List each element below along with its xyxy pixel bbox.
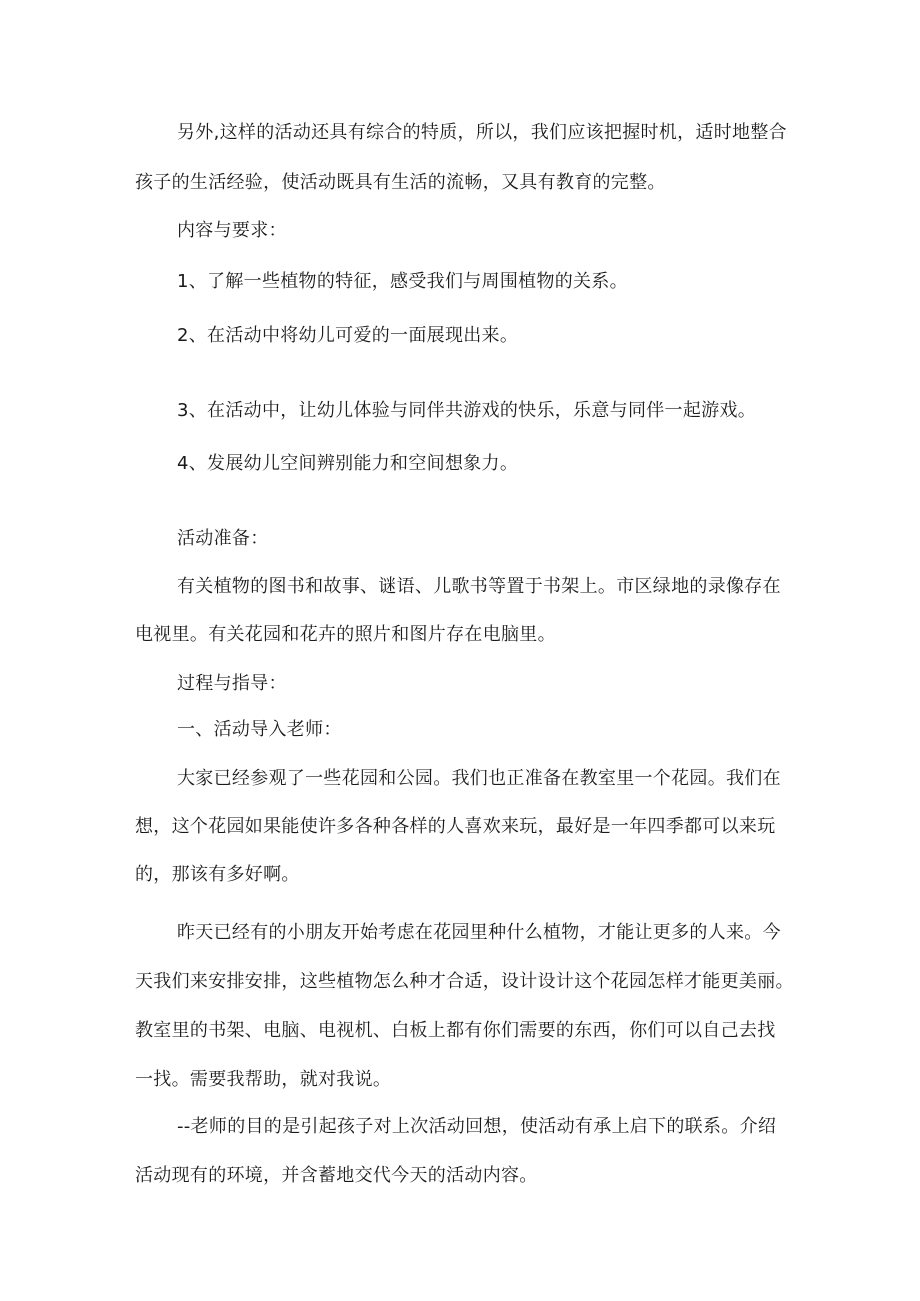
para2-line-2: 天我们来安排安排，这些植物怎么种才合适，设计设计这个花园怎样才能更美丽。 <box>135 971 794 992</box>
note-line-1: --老师的目的是引起孩子对上次活动回想，使活动有承上启下的联系。介绍 <box>177 1116 777 1137</box>
preparation-line-1: 有关植物的图书和故事、谜语、儿歌书等置于书架上。市区绿地的录像存在 <box>177 576 781 597</box>
process-heading: 过程与指导： <box>177 673 287 694</box>
requirement-item-2: 2、在活动中将幼儿可爱的一面展现出来。 <box>177 325 519 346</box>
requirements-heading: 内容与要求： <box>177 220 287 241</box>
intro-line-2: 孩子的生活经验，使活动既具有生活的流畅，又具有教育的完整。 <box>135 172 666 193</box>
intro-line-1: 另外,这样的活动还具有综合的特质，所以，我们应该把握时机，适时地整合 <box>177 122 787 143</box>
para2-line-4: 一找。需要我帮助，就对我说。 <box>135 1069 392 1090</box>
requirement-item-1: 1、了解一些植物的特征，感受我们与周围植物的关系。 <box>177 271 628 292</box>
para2-line-3: 教室里的书架、电脑、电视机、白板上都有你们需要的东西，你们可以自己去找 <box>135 1020 776 1041</box>
para1-line-1: 大家已经参观了一些花园和公园。我们也正准备在教室里一个花园。我们在 <box>177 768 781 789</box>
para1-line-3: 的，那该有多好啊。 <box>135 864 300 885</box>
note-line-2: 活动现有的环境，并含蓄地交代今天的活动内容。 <box>135 1165 538 1186</box>
requirement-item-3: 3、在活动中，让幼儿体验与同伴共游戏的快乐，乐意与同伴一起游戏。 <box>177 400 757 421</box>
preparation-heading: 活动准备： <box>177 528 269 549</box>
para2-line-1: 昨天已经有的小朋友开始考虑在花园里种什么植物，才能让更多的人来。今 <box>177 922 781 943</box>
requirement-item-4: 4、发展幼儿空间辨别能力和空间想象力。 <box>177 453 519 474</box>
preparation-line-2: 电视里。有关花园和花卉的照片和图片存在电脑里。 <box>135 624 556 645</box>
para1-line-2: 想，这个花园如果能使许多各种各样的人喜欢来玩，最好是一年四季都可以来玩 <box>135 816 776 837</box>
step1-heading: 一、活动导入老师： <box>177 719 342 740</box>
